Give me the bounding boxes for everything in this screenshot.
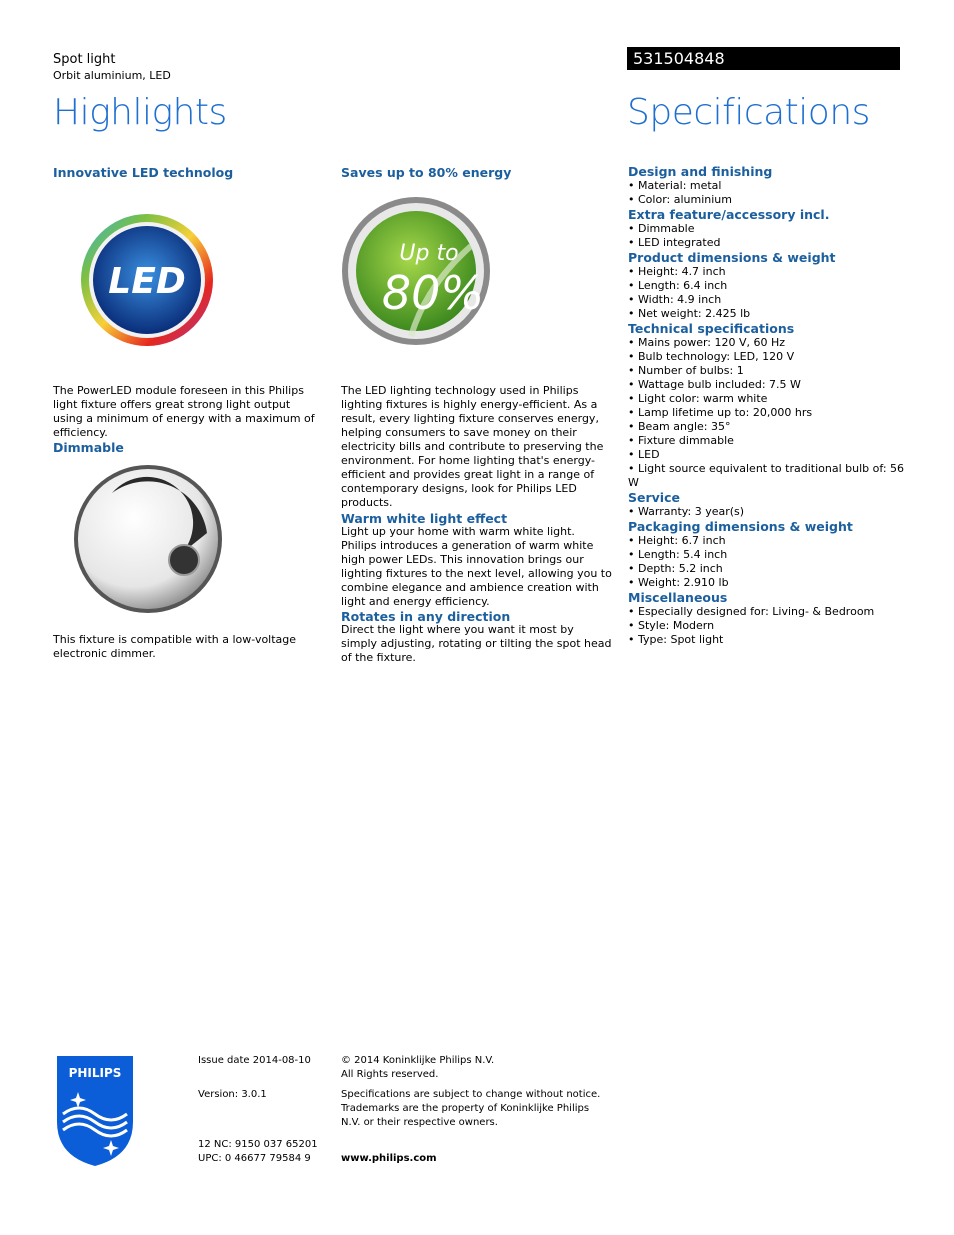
spec-item: • Mains power: 120 V, 60 Hz (628, 336, 918, 350)
product-name: Spot light (53, 52, 116, 67)
spec-item: • Warranty: 3 year(s) (628, 505, 918, 519)
specifications-title: Specifications (627, 92, 870, 133)
upc-number: UPC: 0 46677 79584 9 (198, 1153, 311, 1164)
energy-heading: Saves up to 80% energy (341, 165, 512, 180)
rotates-heading: Rotates in any direction (341, 609, 511, 624)
spec-list (628, 164, 918, 647)
spec-group (628, 164, 918, 207)
energy-icon (341, 196, 491, 346)
rights: All Rights reserved. (341, 1069, 439, 1080)
warm-text: Light up your home with warm white light. Philips introduces a generation of warm white high power LEDs. This innovation brings our lighting fixtures to the next level, allowing you to combine elegance and ambience creation with light and energy efficiency. (341, 525, 612, 608)
spec-item: • Especially designed for: Living- & Bedroom (628, 605, 918, 619)
spec-group (628, 207, 918, 250)
spec-item: • Length: 6.4 inch (628, 279, 918, 293)
highlights-title: Highlights (53, 92, 227, 133)
spec-item: • Depth: 5.2 inch (628, 562, 918, 576)
rotates-text: Direct the light where you want it most by simply adjusting, rotating or tilting the spot head of the fixture. (341, 623, 612, 664)
spec-item: • Height: 6.7 inch (628, 534, 918, 548)
spec-item: • Material: metal (628, 179, 918, 193)
led-heading: Innovative LED technolog (53, 165, 234, 180)
svg-text:80%: 80% (381, 266, 485, 320)
spec-item: • Style: Modern (628, 619, 918, 633)
spec-heading: Product dimensions & weight (628, 250, 836, 265)
led-icon (80, 213, 214, 347)
spec-item: • Lamp lifetime up to: 20,000 hrs (628, 406, 918, 420)
spec-heading: Design and finishing (628, 164, 773, 179)
spec-group (628, 519, 918, 590)
svg-text:Up to: Up to (399, 241, 459, 266)
product-subtitle: Orbit aluminium, LED (53, 69, 171, 82)
spec-item: • Width: 4.9 inch (628, 293, 918, 307)
energy-text: The LED lighting technology used in Philips lighting fixtures is highly energy-efficient. As a result, every lighting fixture conserves energy, helping consumers to save money on their electricity bills and contribute to preserving the environment. For home lighting that's energy-efficient and provides great light in a range of contemporary designs, look for Philips LED products. (341, 384, 604, 509)
spec-group (628, 321, 918, 490)
spec-group (628, 590, 918, 647)
spec-item: • Beam angle: 35° (628, 420, 918, 434)
nc-number: 12 NC: 9150 037 65201 (198, 1139, 318, 1150)
spec-item: • Weight: 2.910 lb (628, 576, 918, 590)
spec-item: • LED integrated (628, 236, 918, 250)
spec-item: • Dimmable (628, 222, 918, 236)
dimmer-icon (72, 463, 224, 615)
dimmable-text: This fixture is compatible with a low-voltage electronic dimmer. (53, 633, 297, 660)
version: Version: 3.0.1 (198, 1089, 267, 1100)
spec-item: • Color: aluminium (628, 193, 918, 207)
spec-item: • Light source equivalent to traditional bulb of: 56 W (628, 462, 918, 490)
spec-item: • Net weight: 2.425 lb (628, 307, 918, 321)
spec-heading: Service (628, 490, 680, 505)
spec-heading: Extra feature/accessory incl. (628, 207, 830, 222)
spec-item: • Type: Spot light (628, 633, 918, 647)
philips-logo (53, 1052, 137, 1168)
website-link[interactable]: www.philips.com (341, 1153, 437, 1164)
spec-item: • Number of bulbs: 1 (628, 364, 918, 378)
led-text: The PowerLED module foreseen in this Philips light fixture offers great strong light output using a minimum of energy with a maximum of efficiency. (53, 384, 315, 439)
spec-item: • Height: 4.7 inch (628, 265, 918, 279)
spec-group (628, 250, 918, 321)
warm-heading: Warm white light effect (341, 511, 508, 526)
spec-item: • Length: 5.4 inch (628, 548, 918, 562)
spec-heading: Technical specifications (628, 321, 795, 336)
spec-heading: Miscellaneous (628, 590, 728, 605)
spec-item: • Wattage bulb included: 7.5 W (628, 378, 918, 392)
spec-item: • Bulb technology: LED, 120 V (628, 350, 918, 364)
svg-text:PHILIPS: PHILIPS (68, 1066, 122, 1080)
svg-text:LED: LED (108, 261, 186, 302)
issue-date: Issue date 2014-08-10 (198, 1055, 311, 1066)
dimmable-heading: Dimmable (53, 440, 124, 455)
spec-heading: Packaging dimensions & weight (628, 519, 853, 534)
spec-item: • Light color: warm white (628, 392, 918, 406)
copyright: © 2014 Koninklijke Philips N.V. (341, 1055, 495, 1066)
product-code: 531504848 (627, 47, 900, 70)
notice: Specifications are subject to change without notice. Trademarks are the property of Koninklijke Philips N.V. or their respective owners. (341, 1089, 601, 1128)
spec-group (628, 490, 918, 519)
spec-item: • Fixture dimmable (628, 434, 918, 448)
spec-item: • LED (628, 448, 918, 462)
